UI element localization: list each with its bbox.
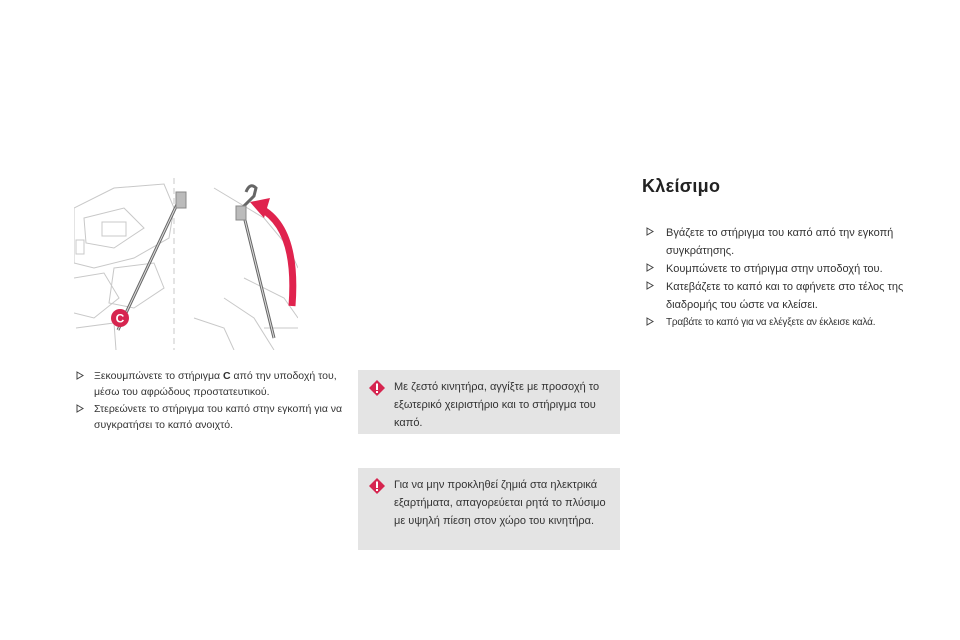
callout-c-label: C bbox=[115, 311, 125, 326]
callout-c-badge bbox=[111, 309, 129, 327]
instruction-strong-c: C bbox=[223, 370, 231, 382]
instruction-text: Στερεώνετε το στήριγμα του καπό στην εγκοπή για να συγκρατήσει το καπό ανοιχτό. bbox=[94, 403, 343, 431]
list-item bbox=[76, 401, 348, 433]
closing-step-text: Κατεβάζετε το καπό και το αφήνετε στο τέλος της διαδρομής του ώστε να κλείσει. bbox=[666, 281, 904, 311]
warning-icon bbox=[368, 477, 386, 495]
bullet-arrow-icon bbox=[76, 404, 84, 413]
warning-icon bbox=[368, 379, 386, 397]
list-item bbox=[646, 278, 916, 314]
instruction-text-after: από την υποδοχή του, μέσω του αφρώδους προστατευτικού. bbox=[94, 370, 337, 398]
closing-step-text: Τραβάτε το καπό για να ελέγξετε αν έκλεισε καλά. bbox=[666, 317, 876, 328]
closing-section-title: Κλείσιμο bbox=[642, 176, 721, 196]
pressure-wash-warning-box bbox=[358, 468, 620, 550]
opening-instructions-list bbox=[76, 368, 348, 434]
closing-step-text: Κουμπώνετε το στήριγμα στην υποδοχή του. bbox=[666, 263, 883, 275]
closing-step-text: Βγάζετε το στήριγμα του καπό από την εγκοπή συγκράτησης. bbox=[666, 227, 894, 257]
bullet-arrow-icon bbox=[646, 281, 654, 290]
bullet-arrow-icon bbox=[76, 371, 84, 380]
bullet-arrow-icon bbox=[646, 317, 654, 326]
list-item bbox=[76, 368, 348, 400]
bullet-arrow-icon bbox=[646, 227, 654, 236]
warning-text: Με ζεστό κινητήρα, αγγίξτε με προσοχή το εξωτερικό χειριστήριο και το στήριγμα του καπό. bbox=[394, 381, 600, 429]
closing-steps-list bbox=[646, 224, 916, 332]
list-item bbox=[646, 260, 916, 278]
hot-engine-warning-box bbox=[358, 370, 620, 434]
warning-text: Για να μην προκληθεί ζημιά στα ηλεκτρικά εξαρτήματα, απαγορεύεται ρητά το πλύσιμο με υψηλή πίεση στον χώρο του κινητήρα. bbox=[394, 479, 606, 527]
list-item bbox=[646, 224, 916, 260]
list-item bbox=[646, 314, 916, 332]
engine-hood-prop-illustration bbox=[74, 178, 298, 350]
instruction-text-before: Ξεκουμπώνετε το στήριγμα bbox=[94, 370, 224, 382]
bullet-arrow-icon bbox=[646, 263, 654, 272]
